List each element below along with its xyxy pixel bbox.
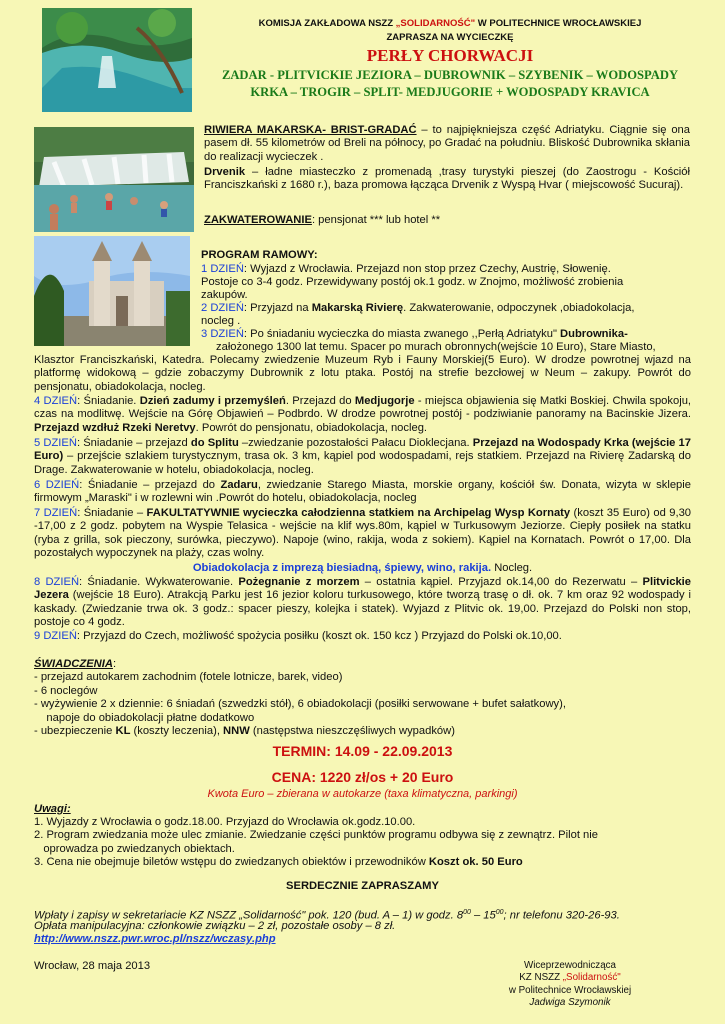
fee-info: Opłata manipulacyjna: członkowie związku – 2 zł, pozostałe osoby – 8 zł.	[34, 920, 396, 932]
signup-info: Wpłaty i zapisy w sekretariacie KZ NSZZ „Solidarność" pok. 120 (bud. A – 1) w godz. $8^{00} - 15^{00}$; nr telefonu 320-26-93.	[34, 909, 620, 922]
day-7-evening: Obiadokolacja z imprezą biesiadną, śpiewy, wino, rakija. Nocleg.	[192, 562, 533, 574]
note-2-cont: oprowadza po zwiedzanych obiektach.	[34, 843, 235, 855]
day-4-paragraph: 4 DZIEŃ: Śniadanie. Dzień zadumy i przemyśleń. Przejazd do Medjugorje - miejsca objawienia się Matki Boskiej. Chwila spokoju, czas na modlitwę. Wejście na Górę Objawień – Podbrdo. W drodze powrotnej postój - podziwianie panoramy na Bacinskie Jizera. Przejazd wzdłuż Rzeki Neretvy. Powrót do pensjonatu, obiadokolacja, nocleg.	[34, 395, 692, 434]
day-1-line-1: 1 DZIEŃ: Wyjazd z Wrocławia. Przejazd non stop przez Czechy, Austrię, Słowenię.	[201, 263, 611, 275]
day-3-line-1: 3 DZIEŃ: Po śniadaniu wycieczka do miasta zwanego ,,Perłą Adriatyku" Dubrownika-	[201, 328, 628, 340]
header-line-2: ZAPRASZA NA WYCIECZKĘ	[386, 32, 514, 43]
notes-title: Uwagi:	[34, 803, 71, 815]
church-towers-photo	[34, 236, 190, 346]
trip-dates: TERMIN: 14.09 - 22.09.2013	[272, 743, 453, 759]
day-1-line-2: Postoje co 3-4 godz. Przewidywany postój ok.1 godz. w Znojmo, możliwość zrobienia	[201, 276, 624, 288]
subtitle-line-2: KRKA – TROGIR – SPLIT- MEDJUGORIE + WODOSPADY KRAVICA	[250, 85, 650, 99]
trip-price: CENA: 1220 zł/os + 20 Euro	[271, 769, 454, 785]
services-insurance: - ubezpieczenie KL (koszty leczenia), NNW (następstwa nieszczęśliwych wypadków)	[34, 725, 455, 737]
day-6-paragraph: 6 DZIEŃ: Śniadanie – przejazd do Zadaru, zwiedzanie Starego Miasta, morskie organy, kościół św. Donata, wizyta w sklepie firmowym „Maraski" i w rozlewni win .Powrót do hotelu, obiadokolacja, nocleg	[34, 479, 691, 505]
note-1: 1. Wyjazdy z Wrocławia o godz.18.00. Przyjazd do Wrocławia ok.godz.10.00.	[34, 816, 416, 828]
day-2-line-2: nocleg .	[201, 315, 241, 327]
page-title: PERŁY CHORWACJI	[366, 46, 534, 65]
accommodation-line: ZAKWATEROWANIE: pensjonat *** lub hotel **	[204, 214, 441, 226]
day-8-paragraph: 8 DZIEŃ: Śniadanie. Wykwaterowanie. Pożegnanie z morzem – ostatnia kąpiel. Przyjazd ok.14,00 do Rezerwatu – Plitvickie Jezera (wejście 18 Euro). Atrakcją Parku jest 16 jezior koloru turkusowego, które tworzą trasę o dł. ok. 7 km oraz 92 wodospady i kaskady. (Zwiedzanie trwa ok. 3 godz.: spacer pieszy, kolejka i statek). Wyjazd z Plitvic ok. 19,00. Przejazd do Polski non stop, postoje co 4 godz.	[34, 576, 692, 628]
services-item-3: - wyżywienie 2 x dziennie: 6 śniadań (szwedzki stół), 6 obiadokolacji (posiłki serwowane + bufet sałatkowy),	[34, 698, 566, 710]
price-note: Kwota Euro – zbierana w autokarze (taxa klimatyczna, parkingi)	[207, 788, 518, 800]
day-9-paragraph: 9 DZIEŃ: Przyjazd do Czech, możliwość spożycia posiłku (koszt ok. 150 kcz ) Przyjazd do Polski ok.10,00.	[34, 630, 562, 642]
services-title: ŚWIADCZENIA:	[34, 658, 117, 670]
drvenik-paragraph: Drvenik – ładne miasteczko z promenadą ,trasy turystyki pieszej (do Zaostrogu - Kościół Franciszkański z 1680 r.), baza promowa łącząca Drvenik z Wyspą Hvar ( miejscowość Sucuraj).	[204, 166, 690, 192]
waterfall-bathers-photo	[34, 127, 194, 232]
lakes-waterfall-photo	[42, 8, 192, 112]
day-7-paragraph: 7 DZIEŃ: Śniadanie – FAKULTATYWNIE wycieczka całodzienna statkiem na Archipelag Wysp Kornaty (koszt 35 Euro) od 9,30 -17,00 z 2 godz. pobytem na Wyspie Telasica - wejście na klif wys.80m, kąpiel w Turkusowym Jeziorze. Ciepły posiłek na statku (ryba z grilla, sok pieczony, surówka, pieczywo). Napoje (wino, rakija, woda z sokiem). Kąpiel na Kornatach. Powrót o 17,00. Dla pozostałych wypoczynek na plaży, czas wolny.	[34, 507, 692, 559]
services-item-2: - 6 noclegów	[34, 685, 98, 697]
closing-invitation: SERDECZNIE ZAPRASZAMY	[286, 880, 439, 892]
document-date: Wrocław, 28 maja 2013	[34, 960, 151, 972]
website-link-wrap	[34, 933, 691, 946]
day-5-paragraph: 5 DZIEŃ: Śniadanie – przejazd do Splitu –zwiedzanie pozostałości Pałacu Dioklecjana. Przejazd na Wodospady Krka (wejście 17 Euro) – przejście szlakiem turystycznym, trasa ok. 3 km, kąpiel pod wodospadami, rejs statkiem. Przejazd na Rivierę Zadarską do Drage. Zakwaterowanie w hotelu, obiadokolacja, nocleg.	[34, 437, 691, 476]
day-1-line-3: zakupów.	[201, 289, 248, 301]
services-item-1: - przejazd autokarem zachodnim (fotele lotnicze, barek, video)	[34, 671, 343, 683]
day-3-paragraph: Klasztor Franciszkański, Katedra. Polecamy zwiedzenie Muzeum Ryb i Fauny Morskiej(5 Euro). W drodze powrotnej wjazd na platformę widokową – gdzie zobaczymy Dubrownik z lotu ptaka. Postój na strefie bezcłowej w Neum – zakupy. Powrót do pensjonatu, obiadokolacja, nocleg.	[34, 354, 691, 393]
header-line-1: KOMISJA ZAKŁADOWA NSZZ „SOLIDARNOŚĆ" W POLITECHNICE WROCŁAWSKIEJ	[258, 18, 642, 29]
program-title: PROGRAM RAMOWY:	[201, 249, 318, 261]
website-link[interactable]: http://www.nszz.pwr.wroc.pl/nszz/wczasy.php	[34, 933, 276, 945]
day-2-line-1: 2 DZIEŃ: Przyjazd na Makarską Rivierę. Zakwaterowanie, odpoczynek ,obiadokolacja,	[201, 302, 635, 314]
signature-block: Wiceprzewodnicząca KZ NSZZ „Solidarność" w Politechnice Wrocławskiej Jadwiga Szymonik	[508, 960, 632, 1009]
riviera-paragraph: RIWIERA MAKARSKA- BRIST-GRADAĆ – to najpiękniejsza część Adriatyku. Ciągnie się ona pasem dł. 55 kilometrów od Breli na północy, po Gradać na południu. Bliskość Dubrownika skłania do realizacji wycieczek .	[204, 124, 690, 163]
day-3-line-2: założonego 1300 lat temu. Spacer po murach obronnych(wejście 10 Euro), Stare Miasto,	[216, 341, 656, 353]
services-item-3-cont: napoje do obiadokolacji płatne dodatkowo	[34, 712, 255, 724]
note-3: 3. Cena nie obejmuje biletów wstępu do zwiedzanych obiektów i przewodników Koszt ok. 50 Euro	[34, 856, 523, 868]
subtitle-line-1: ZADAR - PLITVICKIE JEZIORA – DUBROWNIK – SZYBENIK – WODOSPADY	[221, 68, 679, 82]
note-2: 2. Program zwiedzania może ulec zmianie. Zwiedzanie części punktów programu odbywa się z zewnątrz. Pilot nie	[34, 829, 598, 841]
